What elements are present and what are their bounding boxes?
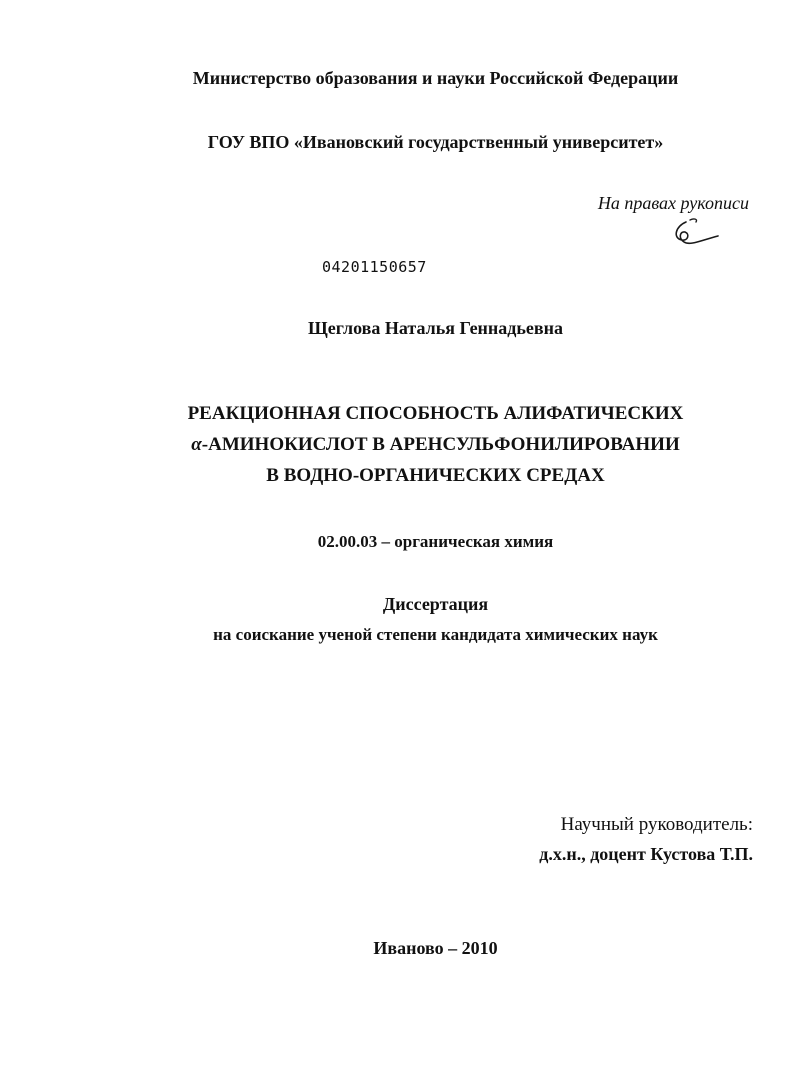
- advisor-label: Научный руководитель:: [560, 814, 753, 835]
- manuscript-note: На правах рукописи: [597, 193, 749, 213]
- title-line-2: α-АМИНОКИСЛОТ В АРЕНСУЛЬФОНИЛИРОВАНИИ: [191, 434, 680, 455]
- advisor-name: д.х.н., доцент Кустова Т.П.: [539, 844, 753, 864]
- degree-statement: на соискание ученой степени кандидата химических наук: [213, 625, 658, 644]
- catalog-number: 04201150657: [322, 258, 427, 276]
- title-line-1: РЕАКЦИОННАЯ СПОСОБНОСТЬ АЛИФАТИЧЕСКИХ: [187, 403, 684, 424]
- dissertation-title: [37, 398, 797, 491]
- author-name: Щеглова Наталья Геннадьевна: [307, 318, 563, 338]
- signature-mark: [668, 216, 724, 252]
- alpha-symbol: α: [191, 434, 202, 455]
- ministry-heading: Министерство образования и науки Российской Федерации: [192, 68, 679, 88]
- document-type: Диссертация: [382, 594, 489, 614]
- specialty-code: 02.00.03 – органическая химия: [317, 532, 554, 551]
- title-line-3: В ВОДНО-ОРГАНИЧЕСКИХ СРЕДАХ: [266, 465, 605, 486]
- university-heading: ГОУ ВПО «Ивановский государственный университет»: [207, 132, 664, 152]
- place-year: Иваново – 2010: [373, 938, 498, 958]
